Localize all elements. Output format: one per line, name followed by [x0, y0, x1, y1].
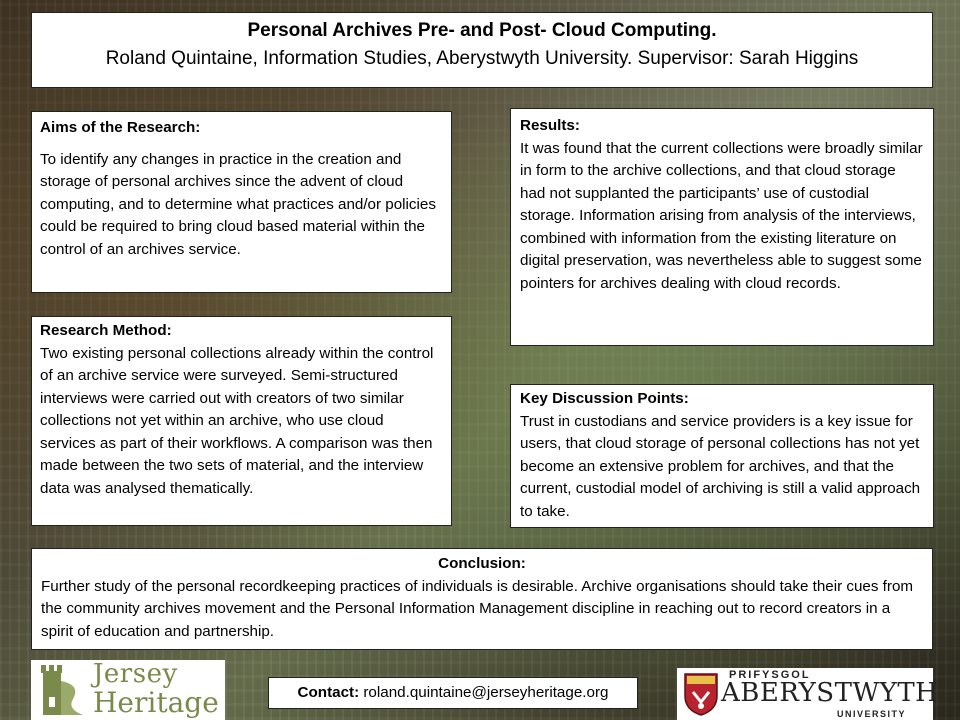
aber-logo-line3: UNIVERSITY	[837, 709, 907, 719]
contact-panel	[268, 677, 638, 709]
jersey-heritage-logo	[31, 660, 225, 720]
discussion-heading: Key Discussion Points:	[520, 390, 689, 407]
conclusion-panel	[31, 548, 933, 650]
method-panel	[31, 316, 452, 526]
results-panel	[510, 108, 934, 346]
aims-panel	[31, 111, 452, 293]
aberystwyth-logo	[677, 668, 939, 720]
results-heading: Results:	[520, 117, 580, 134]
contact-email[interactable]: roland.quintaine@jerseyheritage.org	[363, 684, 609, 701]
method-body: Two existing personal collections already within the control of an archive service were surveyed. Semi-structured interviews were carried out with creators of two similar collections not yet within an archive, who use cloud services as part of their workflows. A comparison was then made between the two sets of material, and the interview data was analysed thematically.	[40, 344, 434, 497]
discussion-panel	[510, 384, 934, 528]
jersey-logo-line1: Jersey	[93, 659, 178, 689]
method-heading: Research Method:	[40, 322, 172, 339]
aber-logo-line1: PRIFYSGOL	[729, 669, 811, 681]
aims-heading: Aims of the Research:	[40, 119, 201, 136]
conclusion-heading: Conclusion:	[438, 555, 526, 572]
castle-icon	[37, 661, 93, 719]
poster-title: Personal Archives Pre- and Post- Cloud Computing.	[247, 20, 717, 41]
contact-label: Contact:	[297, 684, 360, 701]
discussion-body: Trust in custodians and service providers is a key issue for users, that cloud storage of personal collections has not yet become an extensive problem for archives, and that the current, custodial model of archiving is still a valid approach to take.	[520, 412, 921, 520]
conclusion-body: Further study of the personal recordkeeping practices of individuals is desirable. Archive organisations should take their cues from the community archives movement and the Personal Information Management discipline in reaching out to record creators in a spirit of education and partnership.	[41, 577, 914, 640]
university-crest-icon	[683, 672, 719, 716]
aims-body: To identify any changes in practice in the creation and storage of personal archives since the advent of cloud computing, and to determine what practices and/or policies could be required to bring cloud based material within the control of an archives service.	[40, 150, 436, 258]
results-body: It was found that the current collections were broadly similar in form to the archive collections, and that cloud storage had not supplanted the participants’ use of custodial storage. Information arising from analysis of the interviews, combined with information from the existing literature on digital preservation, was nevertheless able to suggest some pointers for archives dealing with cloud records.	[520, 139, 923, 292]
title-panel	[31, 12, 933, 88]
poster-subtitle: Roland Quintaine, Information Studies, Aberystwyth University. Supervisor: Sarah Higgins	[105, 48, 859, 69]
aber-logo-line2: ABERYSTWYTH	[721, 678, 939, 708]
jersey-logo-line2: Heritage	[93, 686, 219, 719]
